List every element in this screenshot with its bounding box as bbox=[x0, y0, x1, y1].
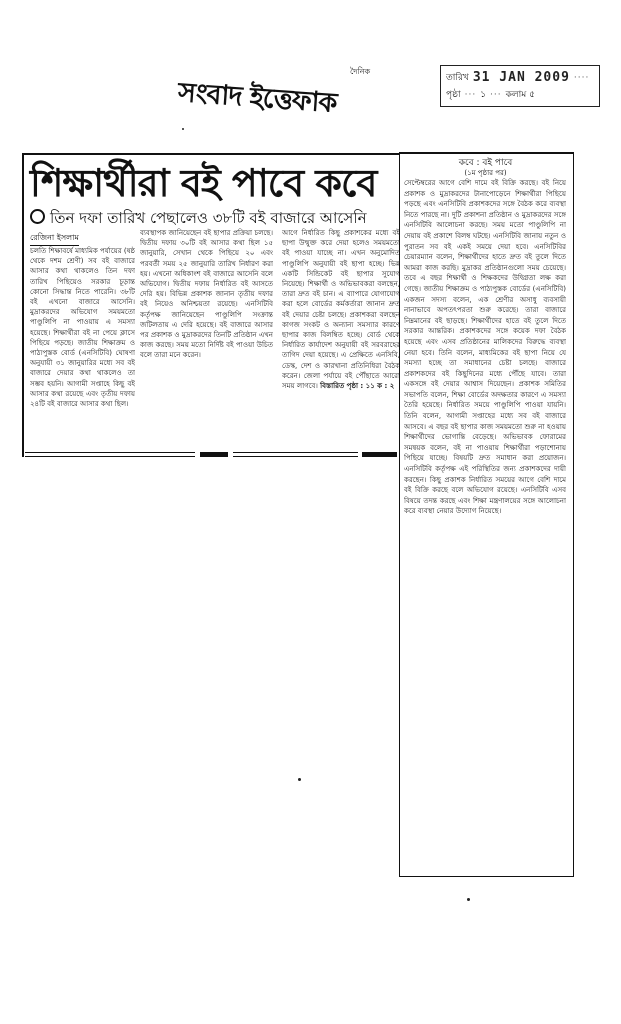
rule-block bbox=[200, 452, 228, 457]
date-row bbox=[446, 69, 594, 86]
bottom-rule bbox=[25, 452, 397, 458]
headline: শিক্ষার্থীরা বই পাবে কবে bbox=[30, 160, 377, 205]
continuation-column: সেপ্টেম্বরের আগে বেশি দামে বই বিক্রি করছে। বই নিয়ে প্রকাশক ও মুদ্রাকরদের টানাপোড়েনে শিক্ষার্থীরা পিছিয়ে পড়ছে এবং এনসিটিবি প্রকাশকদের সঙ্গে বৈঠক করে ব্যবস্থা নিতে পারছে না। দুটি প্রকাশনা প্রতিষ্ঠান ও মুদ্রাকরদের সঙ্গে এনসিটিবি আলোচনা করছে। সময় মতো পাণ্ডুলিপি না দেয়ায় বই প্রকাশে বিলম্ব ঘটছে। এনসিটিবি জানায় নতুন ও পুরাতন সব বই একই সময়ে দেয়া হবে। এনসিটিবির চেয়ারম্যান বলেন, শিক্ষার্থীদের হাতে দ্রুত বই তুলে দিতে আমরা কাজ করছি। মুদ্রাকর প্রতিষ্ঠানগুলো সময় চেয়েছে। তবে এ বছর শিক্ষার্থী ও শিক্ষকদের উদ্বিগ্নতা লক্ষ করা গেছে। জাতীয় শিক্ষাক্রম ও পাঠ্যপুস্তক বোর্ডের (এনসিটিবি) একজন সদস্য বলেন, এক শ্রেণীর অসাধু ব্যবসায়ী নানাভাবে অপতৎপরতা শুরু করেছে। তারা বাজারে নিম্নমানের বই ছাড়ছে। শিক্ষার্থীদের হাতে বই তুলে দিতে সরকার আন্তরিক। প্রকাশকদের সঙ্গে কয়েক দফা বৈঠক হয়েছে এবং এসব প্রতিষ্ঠানের মালিকদের বিরুদ্ধে ব্যবস্থা নেয়া হবে। তিনি বলেন, মাধ্যমিকের বই ছাপা নিয়ে যে সমস্যা হচ্ছে তা সমাধানের চেষ্টা চলছে। বাজারে প্রকাশকদের বই কিছুদিনের মধ্যে পৌঁছে যাবে। তারা একসঙ্গে বই দেয়ার আশ্বাস দিয়েছেন। প্রকাশক সমিতির সভাপতি বলেন, শিক্ষা বোর্ডের অদক্ষতার কারণে এ সমস্যা তৈরি হয়েছে। নির্ধারিত সময়ে পাণ্ডুলিপি পাওয়া যায়নি। তিনি বলেন, আগামী সপ্তাহের মধ্যে সব বই বাজারে আসবে। এ বছর বই ছাপার কাজ সময়মতো শুরু না হওয়ায় শিক্ষার্থীদের ভোগান্তি বেড়েছে। অভিভাবক ফোরামের সমন্বয়ক বলেন, বই না পাওয়ায় শিক্ষার্থীরা পড়াশোনায় পিছিয়ে যাচ্ছে। বিষয়টি দ্রুত সমাধান করা প্রয়োজন। এনসিটিবি কর্তৃপক্ষ এই পরিস্থিতির জন্য প্রকাশকদের দায়ী করছেন। কিছু প্রকাশক নির্ধারিত সময়ের আগে বেশি দামে বই বিক্রি করছে বলে অভিযোগ রয়েছে। এনসিটিবি এসব বিষয়ে তদন্ত করছে এবং শিক্ষা মন্ত্রণালয়ের সঙ্গে আলোচনা করে ব্যবস্থা নেয়ার উদ্যোগ নিয়েছে। bbox=[404, 179, 566, 516]
article-column-2: ব্যবস্থাপক জানিয়েছেন বই ছাপার প্রক্রিয়া চলছে। দ্বিতীয় দফায় ৩০টি বই আসার কথা ছিল ১৫ জানুয়ারি, সেখান থেকে পিছিয়ে ২০ এবং পরবর্তী সময় ২৫ জানুয়ারি তারিখ নির্ধারণ করা হয়। এখনো অধিকাংশ বই বাজারে আসেনি বলে অভিযোগ। দ্বিতীয় দফায় নির্ধারিত বই আসতে দেরি হয়। বিভিন্ন প্রকাশক জানান তৃতীয় দফার বই নিয়েও অনিশ্চয়তা রয়েছে। এনসিটিবি কর্তৃপক্ষ জানিয়েছেন পাণ্ডুলিপি সংক্রান্ত জটিলতায় এ দেরি হয়েছে। বই বাজারে আসার পর প্রকাশক ও মুদ্রাকরদের তিনটি প্রতিষ্ঠান এখন কাজ করছে। সময় মতো নির্দিষ্ট বই পাওয়া উচিত বলে তারা মনে করেন। bbox=[140, 229, 273, 360]
speck bbox=[467, 898, 470, 901]
date-label: তারিখ bbox=[446, 73, 469, 83]
dotted-line: ··· bbox=[490, 89, 502, 100]
byline: রেজিনা ইসলাম bbox=[30, 232, 79, 246]
continuation-title: কবে : বই পাবে bbox=[458, 158, 513, 168]
dotted-line: ··· bbox=[464, 89, 477, 100]
article-column-1: চলতি শিক্ষাবর্ষে মাধ্যমিক পর্যায়ের (ষষ্ঠ থেকে দশম শ্রেণী) সব বই বাজারে আসার কথা থাকলেও তিন দফা তারিখ পিছিয়েও সরকার চূড়ান্ত কোনো সিদ্ধান্ত নিতে পারেনি। ৩৮টি বই এখনো বাজারে আসেনি। মুদ্রাকরদের অভিযোগ সময়মতো পাণ্ডুলিপি না পাওয়ায় এ সমস্যা হয়েছে। শিক্ষার্থীরা বই না পেয়ে ক্লাসে পিছিয়ে পড়ছে। জাতীয় শিক্ষাক্রম ও পাঠ্যপুস্তক বোর্ড (এনসিটিবি) ঘোষণা অনুযায়ী ৩১ জানুয়ারির মধ্যে সব বই বাজারে দেয়ার কথা থাকলেও তা সম্ভব হয়নি। আগামী সপ্তাহে কিছু বই আসার কথা রয়েছে এবং তৃতীয় দফায় ২৪টি বই বাজারে আসার কথা ছিল। bbox=[30, 247, 135, 409]
column-3-extra: জেলা পর্যায়ে বই পৌঁছাতে আরো সময় লাগবে। bbox=[282, 371, 400, 391]
date-stamp bbox=[440, 65, 600, 107]
speck bbox=[298, 778, 301, 781]
column-value: কলাম ৫ bbox=[505, 90, 535, 100]
subheadline-text: তিন দফা তারিখ পেছালেও ৩৮টি বই বাজারে আসেনি bbox=[50, 209, 367, 227]
dotted-line: ···· bbox=[573, 72, 590, 83]
newspaper-masthead: সংবাদ ইত্তেফাক bbox=[177, 77, 338, 120]
rule-segment bbox=[233, 452, 358, 457]
continuation-note: বিস্তারিত পৃষ্ঠা : ১১ ক : ২ bbox=[320, 382, 395, 391]
rule-segment bbox=[25, 452, 195, 457]
circle-bullet-icon bbox=[30, 209, 45, 224]
rule-block bbox=[362, 452, 397, 457]
page-label: পৃষ্ঠা bbox=[446, 90, 461, 100]
continuation-from-page: (১ম পৃষ্ঠার পর) bbox=[464, 169, 507, 177]
date-value: 31 JAN 2009 bbox=[472, 70, 570, 85]
page-row bbox=[446, 86, 594, 103]
page-value: ১ bbox=[480, 90, 487, 100]
article-column-3 bbox=[282, 228, 400, 446]
column-3-text: আগে নির্ধারিত কিছু প্রকাশকের মধ্যে বই ছাপা উন্মুক্ত করে দেয়া হলেও সময়মতো বই পাওয়া যাচ্ছে না। এখন অনুমোদিত পাণ্ডুলিপি অনুযায়ী বই ছাপা হচ্ছে। ভিন্ন একটি সিন্ডিকেট বই ছাপার সুযোগ নিয়েছে। শিক্ষার্থী ও অভিভাবকরা বলছেন, তারা দ্রুত বই চান। এ ব্যাপারে যোগাযোগ করা হলে বোর্ডের কর্মকর্তারা জানান দ্রুত বই দেয়ার চেষ্টা চলছে। প্রকাশকরা বলছেন কাগজ সংকট ও অন্যান্য সমস্যার কারণে ছাপার কাজ বিলম্বিত হচ্ছে। বোর্ড থেকে নির্ধারিত কার্যাদেশ অনুযায়ী বই সরবরাহের তাগিদ দেয়া হয়েছে। এ প্রেক্ষিতে এনসিবি, ডেস্ক, দেশ ও কারখানা প্রতিনিধিরা বৈঠক করেন। bbox=[282, 229, 400, 380]
masthead-label: দৈনিক bbox=[350, 67, 371, 76]
speck bbox=[182, 128, 184, 130]
